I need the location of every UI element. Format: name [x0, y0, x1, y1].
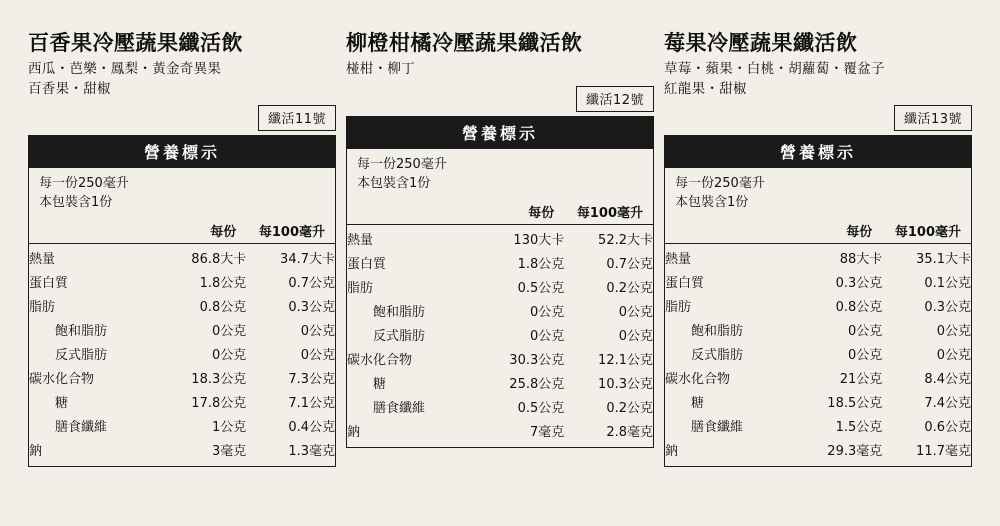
nutrition-row-per-serving: 0公克	[529, 304, 565, 320]
nutrition-row-label: 膳食纖維	[691, 420, 744, 436]
nutrition-row-per-serving: 0.3公克	[835, 276, 883, 292]
serial-badge-row	[28, 105, 336, 131]
nutrition-row-per-serving: 0公克	[847, 324, 883, 340]
nutrition-row-per-100ml: 0.2公克	[606, 280, 653, 296]
nutrition-row-label: 飽和脂肪	[55, 324, 108, 340]
product-serial-badge: 纖活11號	[258, 105, 336, 131]
nutrition-col-blank	[665, 219, 794, 244]
product-title: 柳橙柑橘冷壓蔬果纖活飲	[346, 31, 583, 55]
nutrition-row-per-serving: 17.8公克	[191, 396, 247, 412]
nutrition-row-per-100ml: 0.3公克	[288, 300, 335, 316]
nutrition-row-per-100ml: 0.7公克	[288, 276, 335, 292]
nutrition-row	[665, 342, 971, 366]
nutrition-row-label: 膳食纖維	[373, 400, 426, 416]
product-title: 百香果冷壓蔬果纖活飲	[28, 31, 243, 55]
nutrition-row	[347, 371, 653, 395]
nutrition-table-body	[665, 244, 971, 467]
nutrition-row-per-serving: 0公克	[211, 348, 247, 364]
nutrition-row	[347, 323, 653, 347]
nutrition-row-per-100ml: 7.3公克	[288, 372, 335, 388]
nutrition-row	[665, 366, 971, 390]
nutrition-row-per-serving: 7毫克	[529, 424, 565, 440]
nutrition-row-label: 反式脂肪	[55, 348, 108, 364]
servings-per-container: 本包裝含1份	[675, 195, 749, 211]
nutrition-row-label: 脂肪	[347, 280, 374, 296]
nutrition-row-label: 碳水化合物	[665, 372, 731, 388]
nutrition-row-label: 蛋白質	[347, 256, 387, 272]
nutrition-row-per-100ml: 10.3公克	[598, 376, 653, 392]
nutrition-row-label: 蛋白質	[29, 276, 69, 292]
serving-size: 每一份250毫升	[39, 176, 129, 192]
nutrition-row-per-100ml: 35.1大卡	[882, 244, 971, 271]
nutrition-row	[665, 270, 971, 294]
nutrition-row-per-serving: 0公克	[529, 328, 565, 344]
nutrition-col-blank	[347, 200, 476, 225]
nutrition-row	[29, 414, 335, 438]
nutrition-row	[347, 347, 653, 371]
nutrition-row-per-serving: 21公克	[839, 372, 883, 388]
nutrition-row-per-serving: 0.5公克	[517, 400, 565, 416]
nutrition-row-label: 膳食纖維	[55, 420, 108, 436]
nutrition-row-per-serving: 1.8公克	[199, 276, 247, 292]
nutrition-row	[665, 390, 971, 414]
nutrition-row-per-100ml: 12.1公克	[598, 352, 653, 368]
nutrition-facts-title: 營養標示	[347, 117, 653, 149]
servings-per-container: 本包裝含1份	[39, 195, 113, 211]
nutrition-row	[347, 395, 653, 419]
nutrition-row-label: 糖	[373, 376, 387, 392]
nutrition-row-per-100ml: 0公克	[936, 348, 971, 364]
nutrition-row	[29, 318, 335, 342]
nutrition-table	[347, 200, 653, 447]
nutrition-row-per-100ml: 7.1公克	[288, 396, 335, 412]
nutrition-row	[665, 244, 971, 271]
nutrition-row-per-100ml: 1.3毫克	[288, 444, 335, 460]
nutrition-row	[665, 318, 971, 342]
nutrition-row-per-serving: 88大卡	[794, 244, 883, 271]
nutrition-row-per-100ml: 0.4公克	[288, 420, 335, 436]
nutrition-table-body	[29, 244, 335, 467]
nutrition-table	[665, 219, 971, 466]
nutrition-row-label: 飽和脂肪	[373, 304, 426, 320]
nutrition-row-per-100ml: 2.8毫克	[606, 424, 653, 440]
nutrition-row-per-100ml: 0公克	[936, 324, 971, 340]
nutrition-row	[347, 251, 653, 275]
nutrition-row-per-100ml: 0公克	[300, 348, 335, 364]
nutrition-row-label: 熱量	[665, 244, 794, 271]
nutrition-row-per-100ml: 0.7公克	[606, 256, 653, 272]
nutrition-row-label: 碳水化合物	[29, 372, 95, 388]
nutrition-row-per-100ml: 52.2大卡	[564, 224, 653, 251]
nutrition-row-per-serving: 3毫克	[211, 444, 247, 460]
nutrition-row-per-serving: 130大卡	[476, 224, 565, 251]
nutrition-row-label: 脂肪	[665, 300, 692, 316]
nutrition-row-per-100ml: 0公克	[618, 304, 653, 320]
nutrition-row-label: 熱量	[29, 244, 158, 271]
nutrition-row-per-serving: 0.8公克	[199, 300, 247, 316]
nutrition-row-per-serving: 1.8公克	[517, 256, 565, 272]
nutrition-row-per-100ml: 7.4公克	[924, 396, 971, 412]
nutrition-row-per-serving: 25.8公克	[509, 376, 565, 392]
nutrition-row-per-100ml: 11.7毫克	[916, 444, 971, 460]
nutrition-table-head	[29, 219, 335, 244]
nutrition-row	[665, 294, 971, 318]
nutrition-col-per-100ml: 每100毫升	[246, 219, 335, 244]
nutrition-row-per-serving: 29.3毫克	[827, 444, 883, 460]
nutrition-row-label: 反式脂肪	[691, 348, 744, 364]
nutrition-row-per-serving: 0公克	[211, 324, 247, 340]
nutrition-row-per-100ml: 34.7大卡	[246, 244, 335, 271]
nutrition-row-label: 反式脂肪	[373, 328, 426, 344]
ingredients-list: 草莓・蘋果・白桃・胡蘿蔔・覆盆子 紅龍果・甜椒	[664, 61, 885, 97]
nutrition-row-per-100ml: 0.1公克	[924, 276, 971, 292]
nutrition-row	[29, 438, 335, 466]
nutrition-row-per-serving: 0.8公克	[835, 300, 883, 316]
nutrition-row	[29, 270, 335, 294]
nutrition-row-per-serving: 1公克	[211, 420, 247, 436]
nutrition-row	[347, 299, 653, 323]
nutrition-table-body	[347, 224, 653, 447]
product-serial-badge: 纖活13號	[894, 105, 972, 131]
product-panel	[664, 30, 972, 526]
product-panel	[28, 30, 336, 526]
nutrition-row	[347, 224, 653, 251]
nutrition-row-label: 飽和脂肪	[691, 324, 744, 340]
nutrition-col-per-serving: 每份	[794, 219, 883, 244]
nutrition-row	[29, 342, 335, 366]
nutrition-col-per-serving: 每份	[476, 200, 565, 225]
nutrition-row-per-100ml: 0.6公克	[924, 420, 971, 436]
nutrition-col-blank	[29, 219, 158, 244]
nutrition-row-per-100ml: 0.3公克	[924, 300, 971, 316]
serving-info	[29, 168, 335, 219]
product-title: 莓果冷壓蔬果纖活飲	[664, 31, 858, 55]
nutrition-row-label: 熱量	[347, 224, 476, 251]
nutrition-row-per-serving: 18.3公克	[191, 372, 247, 388]
nutrition-row-label: 碳水化合物	[347, 352, 413, 368]
product-panel	[346, 30, 654, 526]
nutrition-facts-box	[664, 135, 972, 467]
servings-per-container: 本包裝含1份	[357, 175, 431, 191]
nutrition-facts-box	[28, 135, 336, 467]
nutrition-facts-box	[346, 116, 654, 448]
serving-info	[665, 168, 971, 219]
serial-badge-row	[346, 86, 654, 112]
nutrition-row-label: 糖	[691, 396, 705, 412]
nutrition-table-head	[665, 219, 971, 244]
serving-info	[347, 149, 653, 200]
nutrition-row-per-100ml: 0公克	[300, 324, 335, 340]
nutrition-col-per-100ml: 每100毫升	[564, 200, 653, 225]
nutrition-row	[29, 390, 335, 414]
product-serial-badge: 纖活12號	[576, 86, 654, 112]
nutrition-row-per-serving: 18.5公克	[827, 396, 883, 412]
nutrition-row	[29, 244, 335, 271]
nutrition-row	[665, 438, 971, 466]
ingredients-list: 椪柑・柳丁	[346, 61, 415, 78]
nutrition-table	[29, 219, 335, 466]
nutrition-row	[29, 294, 335, 318]
nutrition-row-per-100ml: 8.4公克	[924, 372, 971, 388]
nutrition-row-per-100ml: 0公克	[618, 328, 653, 344]
nutrition-row-per-serving: 86.8大卡	[158, 244, 247, 271]
nutrition-row-label: 鈉	[29, 444, 43, 460]
nutrition-row-per-serving: 1.5公克	[835, 420, 883, 436]
nutrition-row	[665, 414, 971, 438]
nutrition-row-per-100ml: 0.2公克	[606, 400, 653, 416]
serving-size: 每一份250毫升	[675, 176, 765, 192]
nutrition-col-per-100ml: 每100毫升	[882, 219, 971, 244]
nutrition-col-per-serving: 每份	[158, 219, 247, 244]
nutrition-row-per-serving: 0.5公克	[517, 280, 565, 296]
ingredients-list: 西瓜・芭樂・鳳梨・黃金奇異果 百香果・甜椒	[28, 61, 222, 97]
nutrition-row	[29, 366, 335, 390]
nutrition-row-label: 鈉	[665, 444, 679, 460]
nutrition-table-head	[347, 200, 653, 225]
nutrition-row-per-serving: 30.3公克	[509, 352, 565, 368]
nutrition-row	[347, 419, 653, 447]
nutrition-facts-title: 營養標示	[665, 136, 971, 168]
nutrition-row-per-serving: 0公克	[847, 348, 883, 364]
serial-badge-row	[664, 105, 972, 131]
nutrition-row-label: 鈉	[347, 424, 361, 440]
nutrition-row-label: 糖	[55, 396, 69, 412]
nutrition-facts-title: 營養標示	[29, 136, 335, 168]
serving-size: 每一份250毫升	[357, 156, 447, 172]
nutrition-row-label: 蛋白質	[665, 276, 705, 292]
nutrition-row-label: 脂肪	[29, 300, 56, 316]
nutrition-row	[347, 275, 653, 299]
